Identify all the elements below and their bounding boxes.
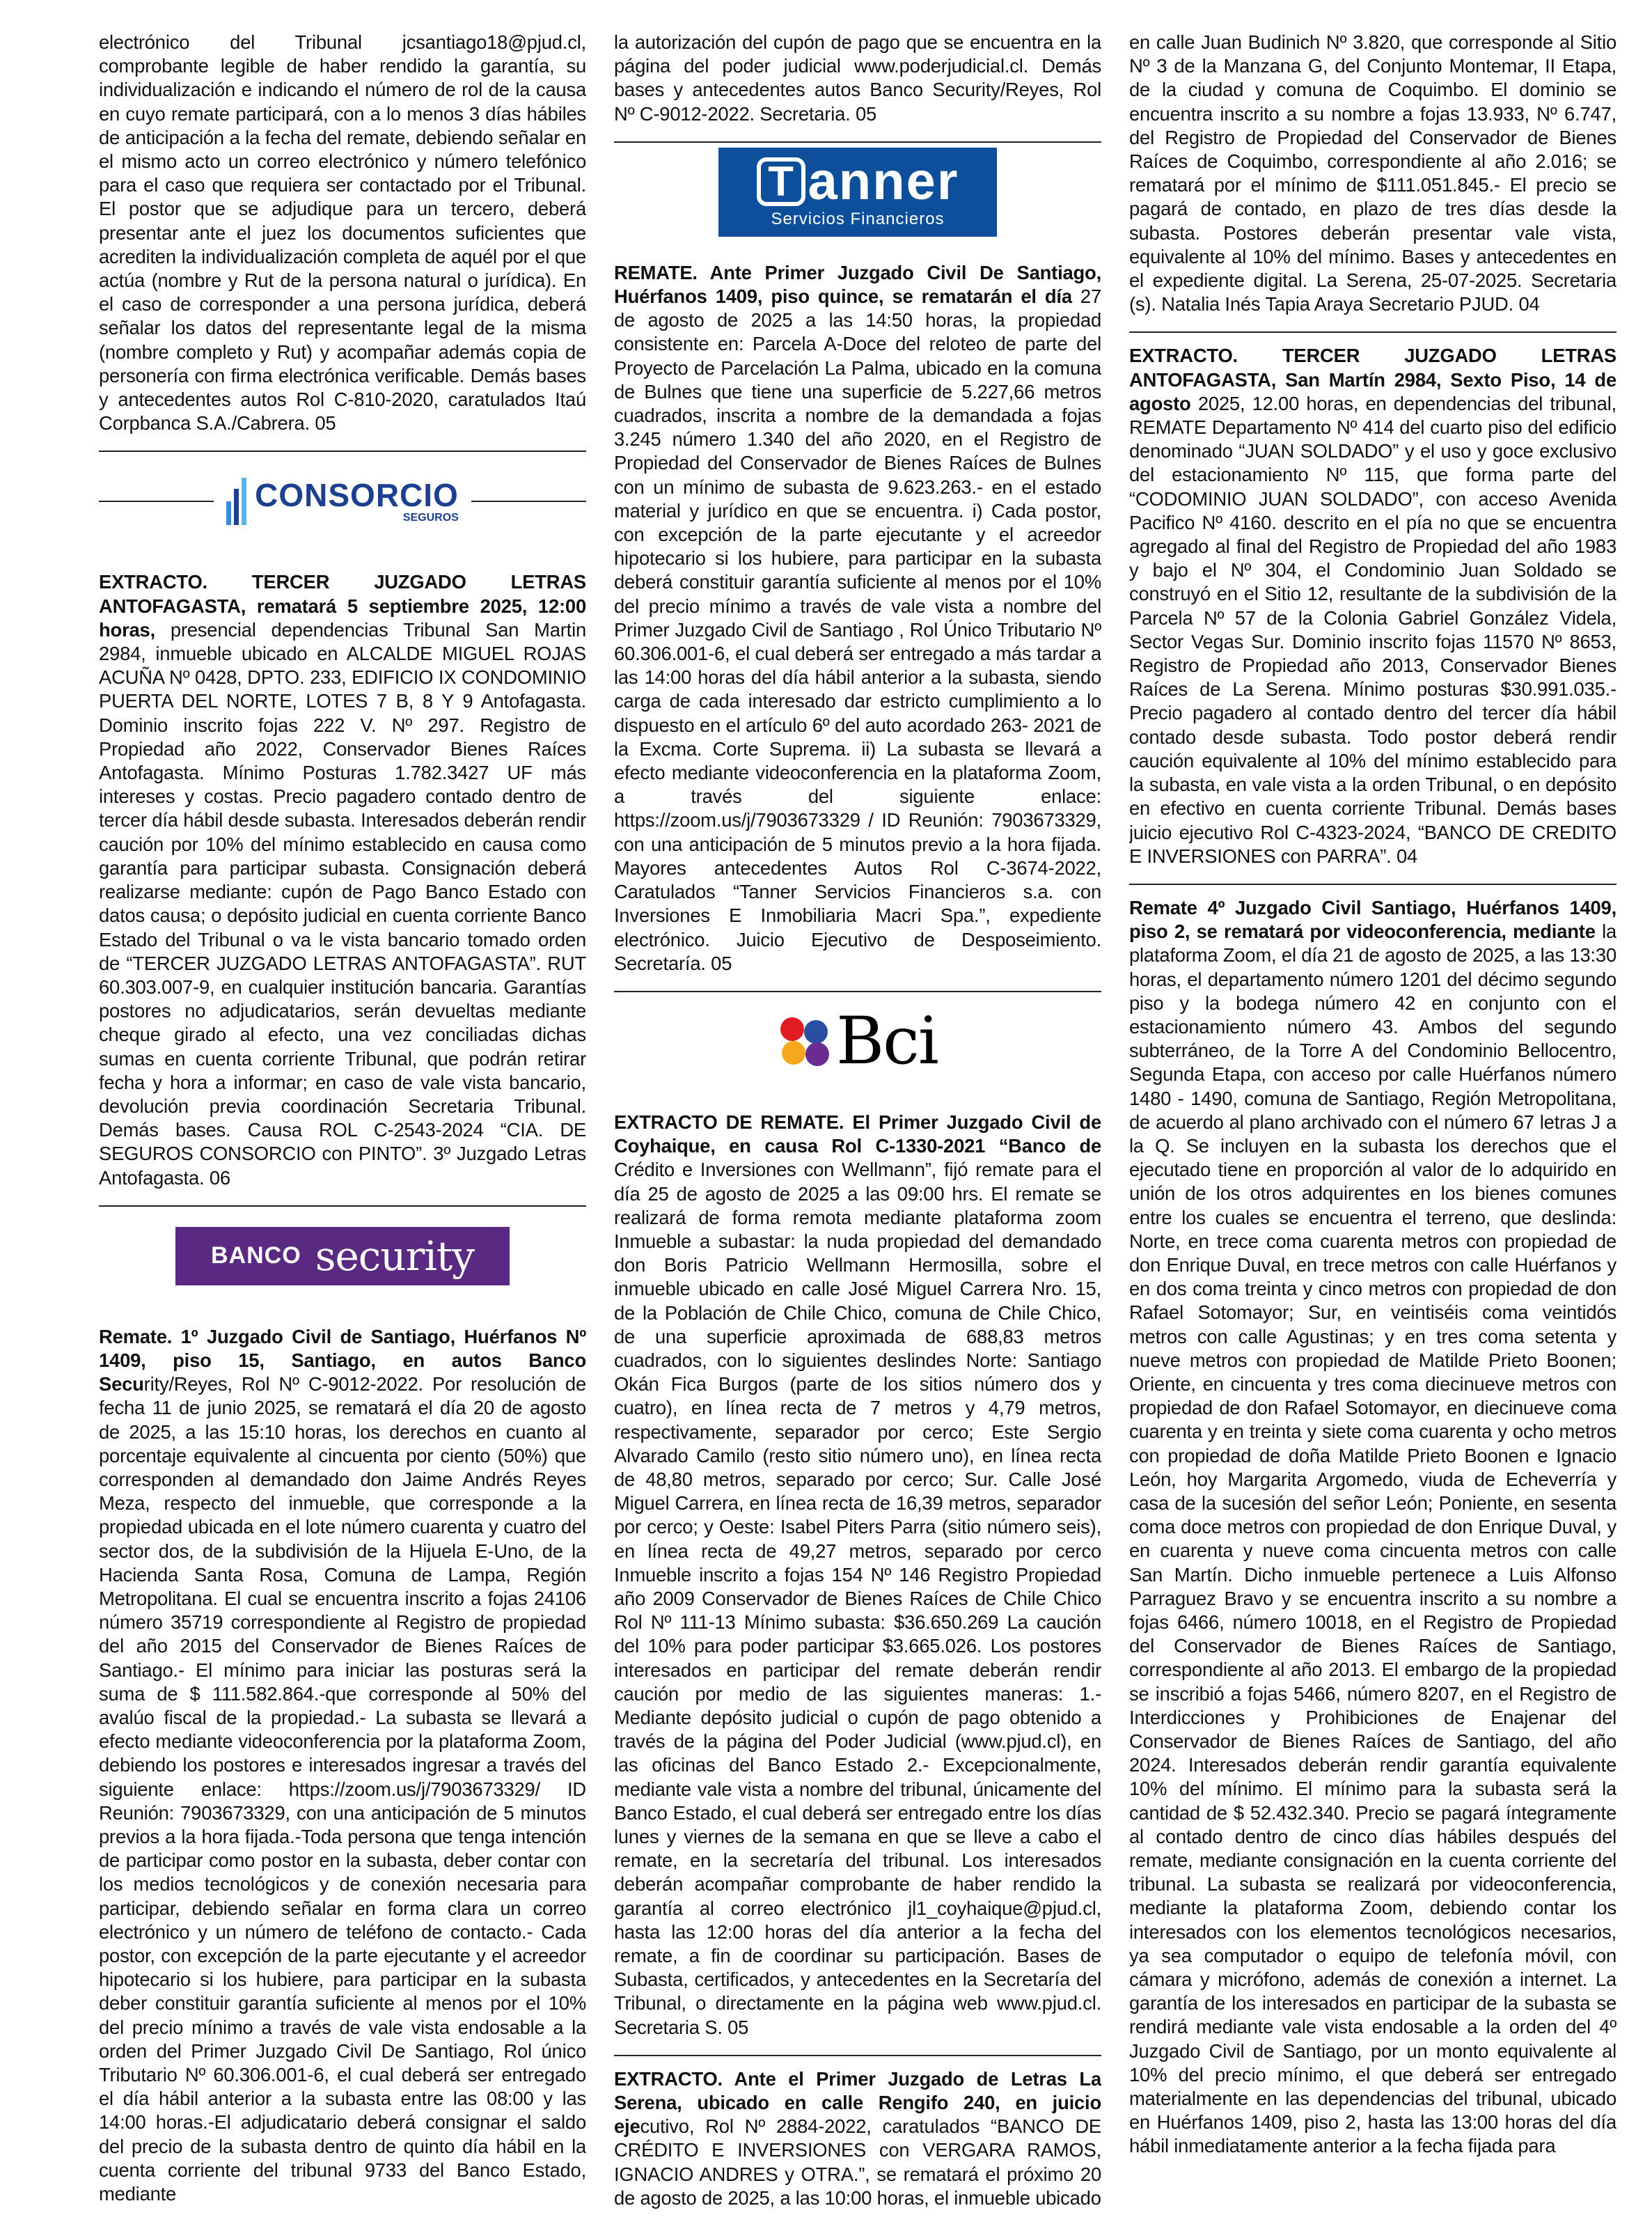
security-banco-label: BANCO [211, 1242, 301, 1269]
divider [99, 1205, 586, 1207]
divider [614, 141, 1101, 143]
notice-security-continuation: la autorización del cupón de pago que se encuentra en la página del poder judicial www.poderjudicial.cl. Demás bases y antecedentes autos Banco Security/Reyes, Rol Nº C-9012-2022. Secretaria. 05 [614, 31, 1101, 125]
notice-body: rity/Reyes, Rol Nº C-9012-2022. Por resolución de fecha 11 de junio 2025, se rematará el día 20 de agosto de 2025, a las 15:10 horas, los derechos en cuanto al porcentaje equivalente al cincuenta por ciento (50%) que corresponden al demandado don Jaime Andrés Reyes Meza, respecto del inmueble, que corresponde a la propiedad ubicada en el lote número cuarenta y cuatro del sector dos, de la subdivisión de la Hijuela E-Uno, de la Hacienda Santa Rosa, Comuna de Lampa, Región Metropolitana. El cual se encuentra inscrito a fojas 24106 número 35719 correspondiente al Registro de propiedad del año 2015 del Conservador de Bienes Raíces de Santiago.- El mínimo para iniciar las posturas será la suma de $ 111.582.864.-que corresponde al 50% del avalúo fiscal de la propiedad.- La subasta se llevará a efecto mediante videoconferencia por la plataforma Zoom, debiendo los postores e interesados ingresar a través del siguiente enlace: https://zoom.us/j/7903673329/ ID Reunión: 7903673329, con una anticipación de 5 minutos previos a la hora fijada.-Toda persona que tenga intención de participar como postor en la subasta, deber contar con los medios tecnológicos y de conexión necesaria para participar, debiendo señalar en forma clara un correo electrónico y un número de teléfono de contacto.- Cada postor, con excepción de la parte ejecutante y el acreedor hipotecario si los hubiere, para participar en la subasta deber constituir garantía suficiente al menos por el 10% del precio mínimo a través de vale vista endosable a la orden del Primer Juzgado Civil De Santiago, Rol único Tributario Nº 60.306.001-6, el cual deberá ser entregado el día hábil anterior a la subasta entre las 08:00 y las 14:00 horas.-El adjudicatario deberá consignar el saldo del precio de la subasta dentro de quinto día hábil en la cuenta corriente del tribunal 9733 del Banco Estado, mediante [99, 1373, 586, 2205]
consorcio-logo [99, 463, 586, 540]
consorcio-name: CONSORCIO [255, 477, 459, 514]
notice-bellocentro [1129, 896, 1616, 2159]
notice-heading: REMATE. Ante Primer Juzgado Civil De Santiago, Huérfanos 1409, piso quince, se rematarán el día [614, 261, 1101, 308]
divider [1129, 884, 1616, 885]
tanner-t-icon: T [757, 157, 805, 206]
notice-body: presencial dependencias Tribunal San Martin 2984, inmueble ubicado en ALCALDE MIGUEL ROJAS ACUÑA Nº 0428, DPTO. 233, EDIFICIO IX CONDOMINIO PUERTA DEL NORTE, LOTES 7 B, 8 Y 9 Antofagasta. Dominio inscrito fojas 222 V. Nº 297. Registro de Propiedad año 2022, Conservador Bienes Raíces Antofagasta. Mínimo Posturas 1.782.3427 UF más intereses y costas. Precio pagadero contado dentro de tercer día hábil desde subasta. Interesados deberán rendir caución por 10% del mínimo establecido en causa como garantía para participar subasta. Consignación deberá realizarse mediante: cupón de Pago Banco Estado con datos causa; o depósito judicial en cuenta corriente Banco Estado del Tribunal o va le vista bancario tomado orden de “TERCER JUZGADO LETRAS ANTOFAGASTA”. RUT 60.303.007-9, en cualquier institución bancaria. Garantías postores no adjudicatarios, serán devueltas mediante cheque girado al efecto, una vez conciliadas dichas sumas en cuenta corriente Tribunal, que podrán retirar fecha y hora a informar; en caso de vale vista bancario, devolución previa coordinación Secretaria Tribunal. Demás bases. Causa ROL C-2543-2024 “CIA. DE SEGUROS CONSORCIO con PINTO”. 3º Juzgado Letras Antofagasta. 06 [99, 618, 586, 1189]
notice-security [99, 1325, 586, 2207]
notice-bci [614, 1111, 1101, 2040]
notice-body: Crédito e Inversiones con Wellmann”, fijó remate para el día 25 de agosto de 2025 a las 09:00 hrs. El remate se realizará de forma remota mediante plataforma zoom Inmueble a subastar: la nuda propiedad del demandado don Boris Patricio Wellmann Hermosilla, sobre el inmueble ubicado en calle José Miguel Carrera Nro. 15, de la Población de Chile Chico, comuna de Chile Chico, de una superficie aproximada de 688,83 metros cuadrados, con lo siguientes deslindes Norte: Santiago Okán Fica Burgos (parte de los sitios número dos y cuatro), en línea recta de 7 metros y 4,79 metros, respectivamente, separador por cerco; Este Sergio Alvarado Camilo (resto sitio número uno), en línea recta de 48,80 metros, separado por cerco; Sur. Calle José Miguel Carrera, en línea recta de 16,39 metros, separador por cerco; y Oeste: Isabel Piters Parra (sitio número seis), en línea recta de 49,27 metros, separado por cerco Inmueble inscrito a fojas 154 Nº 146 Registro Propiedad año 2009 Conservador de Bienes Raíces de Chile Chico Rol Nº 111-13 Mínimo subasta: $36.650.269 La caución del 10% para poder participar $3.665.026. Los postores interesados en participar del remate deberán rendir caución por medio de las siguientes maneras: 1.- Mediante depósito judicial o cupón de pago obtenido a través de la página del Poder Judicial (www.pjud.cl), en las oficinas del Banco Estado 2.- Excepcionalmente, mediante vale vista a nombre del tribunal, únicamente del Banco Estado, el cual deberá ser entregado entre los días lunes y viernes de la semana en que se lleve a cabo el remate, en la secretaría del tribunal. Los interesados deberán acompañar comprobante de haber rendido la garantía al correo electrónico jl1_coyhaique@pjud.cl, hasta las 12:00 horas del día anterior a la fecha del remate, a fin de coordinar su participación. Bases de Subasta, certificados, y antecedentes en la Secretaría del Tribunal, o directamente en la página web www.pjud.cl. Secretaria S. 05 [614, 1159, 1101, 2038]
bci-logo [614, 1003, 1101, 1080]
bci-mark-icon [778, 1015, 832, 1069]
notice-body: la plataforma Zoom, el día 21 de agosto de 2025, a las 13:30 horas, el departamento número 1201 del décimo segundo piso y la bodega número 42 en conjunto con el estacionamiento número 43. Ambos del segundo subterráneo, de la Torre A del Condominio Bellocentro, Segunda Etapa, con acceso por calle Huérfanos número 1480 - 1490, comuna de Santiago, Región Metropolitana, de acuerdo al plano archivado con el número 67 letras J a la Q. Se incluyen en la subasta los derechos que el ejecutado tiene en proporción al valor de lo adquirido en unión de los otros adquirentes en los bienes comunes entre los cuales se encuentra el terreno, que deslinda: Norte, en trece coma cuarenta metros con propiedad de don Enrique Duval, en trece metros con calle Huérfanos y en dos coma treinta y cinco metros con propiedad de don Rafael Sotomayor; Sur, en veintiséis coma veintidós metros con calle Agustinas; y en tres coma setenta y nueve metros con propiedad de Matilde Prieto Boonen; Oriente, en cincuenta y tres coma diecinueve metros con propiedad de don Rafael Sotomayor, en diecinueve coma cuarenta y en treinta y siete coma cuarenta y ocho metros con propiedad de doña Matilde Prieto Boonen e Ignacio León, hoy Margarita Argomedo, viuda de Echeverría y casa de la sucesión del señor León; Poniente, en sesenta coma doce metros con propiedad de don Enrique Duval, y en cuarenta y nueve coma cincuenta metros con calle San Martín. Dicho inmueble pertenece a Luis Alfonso Parraguez Bravo y se encuentra inscrito a su nombre a fojas 6466, número 10018, en el Registro de Propiedad del Conservador de Bienes Raíces de Santiago, correspondiente al año 2013. El embargo de la propiedad se inscribió a fojas 5466, número 8207, en el Registro de Interdicciones y Prohibiciones de Enajenar del Conservador de Bienes Raíces de Santiago, del año 2024. Interesados deberán rendir garantía equivalente 10% del mínimo. El mínimo para la subasta será la cantidad de $ 52.432.340. Precio se pagará íntegramente al contado dentro de cinco días hábiles después del remate, mediante consignación en la cuenta corriente del tribunal. La subasta se realizará por videoconferencia, mediante la plataforma Zoom, debiendo contar los interesados con los elementos tecnológicos necesarios, ya sea computador o equipo de telefonía móvil, con cámara y micrófono, además de conexión a internet. La garantía de los interesados en participar de la subasta se rendirá mediante vale vista endosable a la orden del 4º Juzgado Civil de Santiago, por un monto equivalente al 10% del precio mínimo, el que deberá ser entregado materialmente en las dependencias del tribunal, ubicado en Huérfanos 1409, piso 2, hasta las 13:00 horas del día hábil inmediatamente anterior a la fecha fijada para [1129, 921, 1616, 2157]
notice-heading: EXTRACTO. TERCER JUZGADO LETRAS ANTOFAGASTA, San Martín 2984, Sexto Piso, 14 de agosto [1129, 345, 1616, 414]
consorcio-sub: SEGUROS [402, 512, 459, 524]
consorcio-mark-icon [226, 478, 246, 525]
divider [1129, 331, 1616, 333]
notice-juan-soldado [1129, 344, 1616, 868]
notice-heading: Remate 4º Juzgado Civil Santiago, Huérfanos 1409, piso 2, se rematará por videoconferencia, mediante [1129, 896, 1616, 943]
notice-body: cutivo, Rol Nº 2884-2022, caratulados “BANCO DE CRÉDITO E INVERSIONES con VERGARA RAMOS, IGNACIO ANDRES y OTRA.”, se rematará el próximo 20 de agosto de 2025, a las 10:00 horas, el inmueble ubicado [614, 2115, 1101, 2209]
notice-heading: Remate. 1º Juzgado Civil de Santiago, Huérfanos Nº 1409, piso 15, Santiago, en autos Banco Secu [99, 1325, 586, 1395]
notice-tanner [614, 261, 1101, 976]
column-1 [99, 31, 586, 2224]
notice-la-serena-continuation: en calle Juan Budinich Nº 3.820, que corresponde al Sitio Nº 3 de la Manzana G, del Conjunto Montemar, II Etapa, de la ciudad y comuna de Coquimbo. El dominio se encuentra inscrito a su nombre a fojas 13.933, Nº 6.747, del Registro de Propiedad del Conservador de Bienes Raíces de Coquimbo, correspondiente al año 2.016; se rematará por el mínimo de $111.051.845.- El precio se pagará de contado, en plazo de tres días desde la subasta. Postores deberán presentar vale vista, equivalente al 10% del mínimo. Bases y antecedentes en el expediente digital. La Serena, 25-07-2025. Secretaria (s). Natalia Inés Tapia Araya Secretario PJUD. 04 [1129, 31, 1616, 315]
tanner-name: anner [808, 151, 959, 211]
tanner-sub: Servicios Financieros [771, 209, 945, 228]
column-2 [614, 31, 1101, 2224]
notice-consorcio [99, 570, 586, 1189]
divider [614, 991, 1101, 992]
notice-heading: EXTRACTO. Ante el Primer Juzgado de Letras La Serena, ubicado en calle Rengifo 240, en juicio eje [614, 2067, 1101, 2138]
notice-itau-continuation: electrónico del Tribunal jcsantiago18@pjud.cl, comprobante legible de haber rendido la garantía, su individualización e indicando el número de rol de la causa en cuyo remate participará, con a lo menos 3 días hábiles de anticipación a la fecha del remate, debiendo señalar en el mismo acto un correo electrónico y número telefónico para el caso que requiera ser contactado por el Tribunal. El postor que se adjudique para un tercero, deberá presentar ante el juez los documentos suficientes que acrediten la individualización completa de aquél por el que actúa (nombre y Rut de la persona natural o jurídica). En el caso de corresponder a una persona jurídica, deberá señalar los datos del representante legal de la misma (nombre completo y Rut) y acompañar además copia de personería con firma electrónica verificable. Demás bases y antecedentes autos Rol C-810-2020, caratulados Itaú Corpbanca S.A./Cabrera. 05 [99, 31, 586, 435]
banco-security-logo [99, 1218, 586, 1294]
notice-heading: EXTRACTO. TERCER JUZGADO LETRAS ANTOFAGASTA, rematará 5 septiembre 2025, 12:00 horas, [99, 571, 586, 641]
notice-body: 27 de agosto de 2025 a las 14:50 horas, la propiedad consistente en: Parcela A-Doce del reloteo de parte del Proyecto de Parcelación La Palma, ubicado en la comuna de Bulnes que tiene una superficie de 5.227,66 metros cuadrados, inscrita a nombre de la demandada a fojas 3.245 número 1.340 del año 2020, en el Registro de Propiedad del Conservador de Bienes Raíces de Bulnes con un mínimo de subasta de 9.623.263.- en el estado material y jurídico en que se encuentra. i) Cada postor, con excepción de la parte ejecutante y el acreedor hipotecario si los hubiere, para participar en la subasta deberá constituir garantía suficiente al menos por el 10% del precio mínimo a través de vale vista a nombre del Primer Juzgado Civil de Santiago , Rol Único Tributario Nº 60.306.001-6, el cual deberá ser entregado a más tardar a las 14:00 horas del día hábil anterior a la subasta, siendo carga de cada interesado dar estricto cumplimiento a lo dispuesto en el artículo 6º del auto acordado 263- 2021 de la Excma. Corte Suprema. ii) La subasta se llevará a efecto mediante videoconferencia en la plataforma Zoom, a través del siguiente enlace: https://zoom.us/j/7903673329 / ID Reunión: 7903673329, con una anticipación de 5 minutos previo a la hora fijada. Mayores antecedentes Autos Rol C-3674-2022, Caratulados “Tanner Servicios Financieros s.a. con Inversiones E Inmobiliaria Macri Spa.”, expediente electrónico. Juicio Ejecutivo de Desposeimiento. Secretaría. 05 [614, 285, 1101, 974]
column-3 [1129, 31, 1616, 2224]
security-name: security [315, 1232, 474, 1280]
notice-body: 2025, 12.00 horas, en dependencias del tribunal, REMATE Departamento Nº 414 del cuarto piso del edificio denominado “JUAN SOLDADO” y el uso y goce exclusivo del estacionamiento Nº 115, que forma parte del “CODOMINIO JUAN SOLDADO”, con acceso Avenida Pacifico Nº 4160. descrito en el pía no que se encuentra agregado al final del Registro de Propiedad del año 1983 y bajo el Nº 304, el Condominio Juan Soldado se construyó en el Sitio 12, resultante de la subdivisión de la Parcela Nº 57 de la Colonia Gabriel González Videla, Sector Vegas Sur. Dominio inscrito fojas 11570 Nº 8653, Registro de Propiedad año 2013, Conservador Bienes Raíces de La Serena. Mínimo posturas $30.991.035.-Precio pagadero al contado dentro del tercer día hábil contado desde subasta. Todo postor deberá rendir caución equivalente al 10% del mínimo establecido para la subasta, en vale vista a la orden Tribunal, o en depósito en efectivo en cuenta corriente Tribunal. Demás bases juicio ejecutivo Rol C-4323-2024, “BANCO DE CREDITO E INVERSIONES con PARRA”. 04 [1129, 392, 1616, 867]
divider [614, 2055, 1101, 2056]
divider [99, 451, 586, 452]
bci-name: Bci [836, 1003, 938, 1079]
tanner-logo [614, 151, 1101, 230]
notice-heading: EXTRACTO DE REMATE. El Primer Juzgado Civil de Coyhaique, en causa Rol C-1330-2021 “Banco de [614, 1111, 1101, 1157]
notice-la-serena [614, 2067, 1101, 2210]
